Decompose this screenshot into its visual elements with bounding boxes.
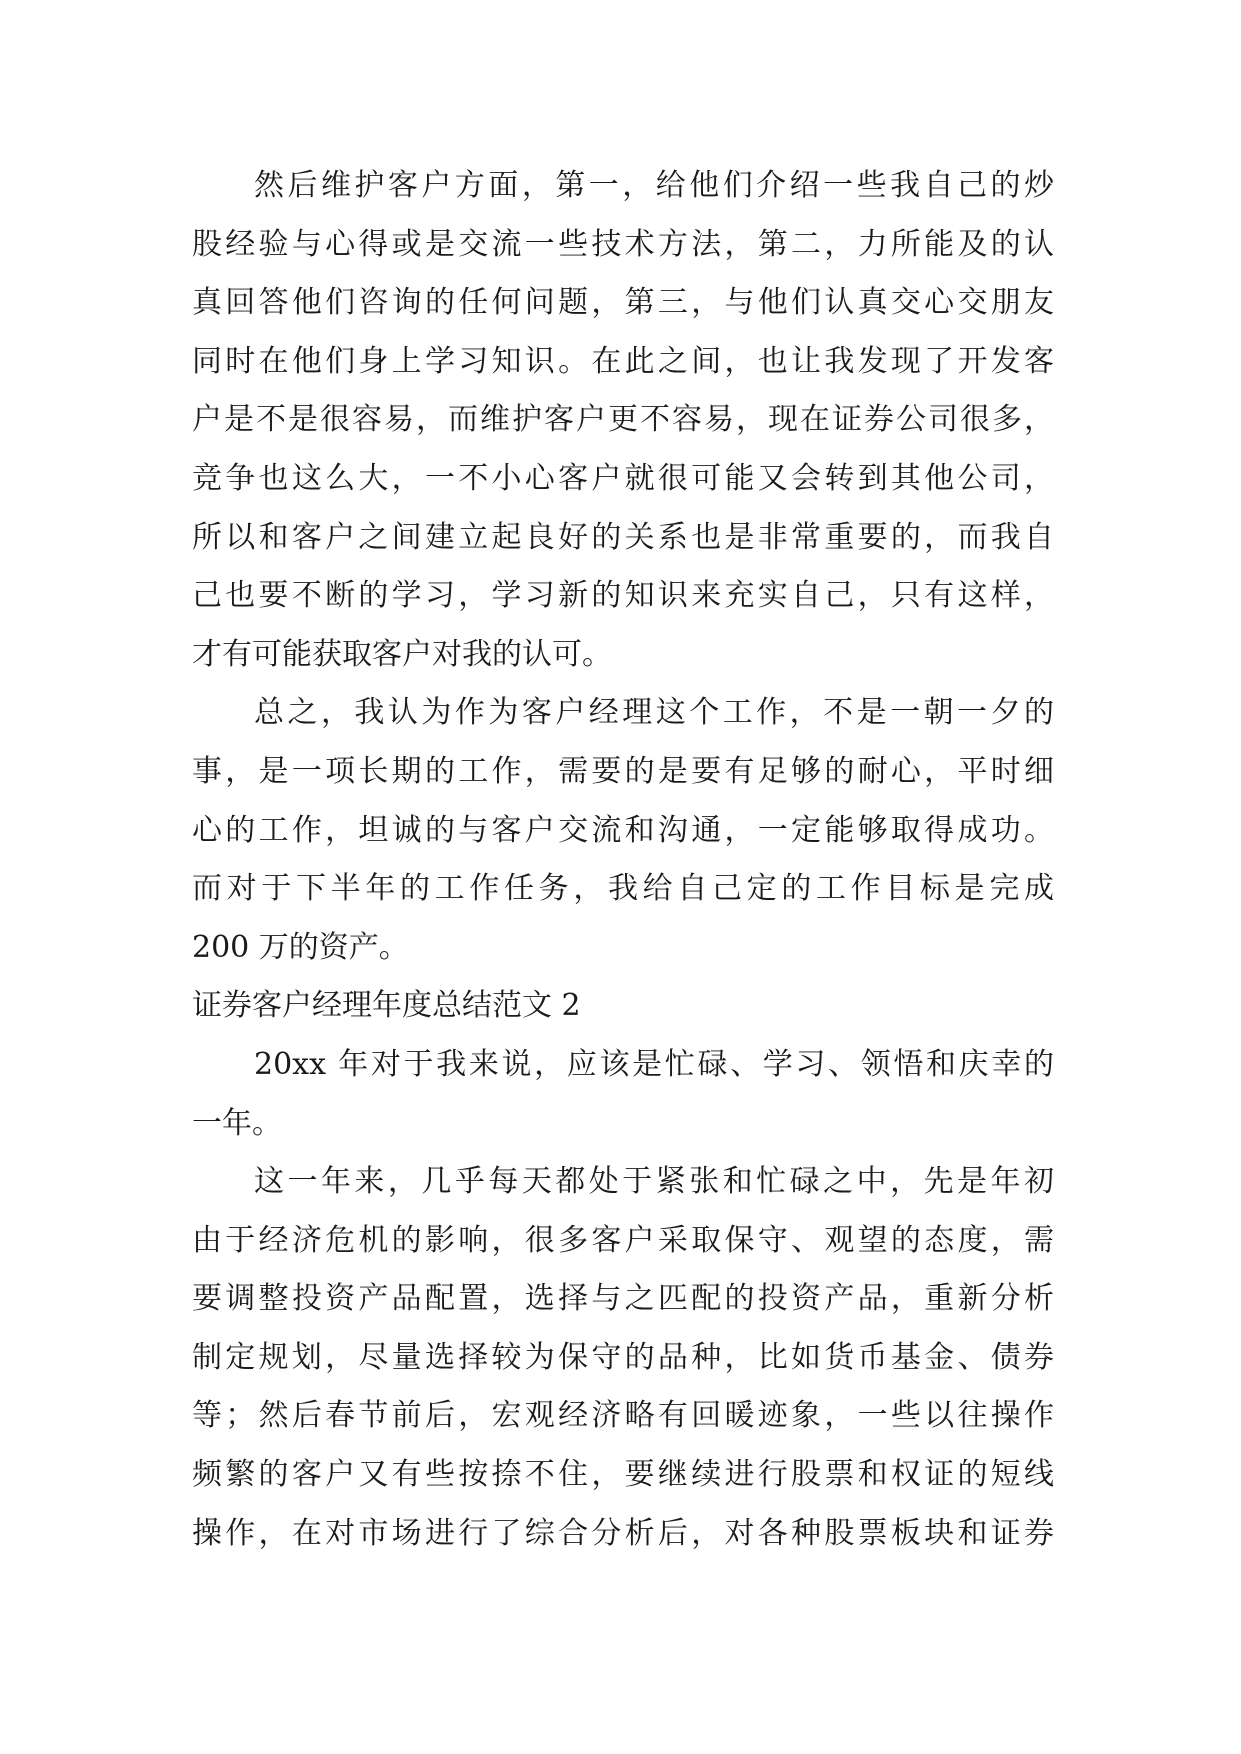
paragraph — [192, 1036, 1054, 1153]
text-line: 总之，我认为作为客户经理这个工作，不是一朝一夕的 — [254, 695, 1054, 731]
text-line: 竞争也这么大，一不小心客户就很可能又会转到其他公司， — [192, 460, 1054, 496]
text-line: 心的工作，坦诚的与客户交流和沟通，一定能够取得成功。 — [192, 812, 1054, 848]
section-heading — [192, 977, 1054, 1036]
text-line: 己也要不断的学习，学习新的知识来充实自己，只有这样， — [192, 578, 1054, 614]
text-line: 20xx 年对于我来说，应该是忙碌、学习、领悟和庆幸的 — [254, 1046, 1054, 1082]
text-line: 一年。 — [192, 1105, 282, 1141]
paragraph — [192, 157, 1054, 684]
text-line: 等；然后春节前后，宏观经济略有回暖迹象，一些以往操作 — [192, 1398, 1054, 1434]
text-line: 户是不是很容易，而维护客户更不容易，现在证券公司很多， — [192, 402, 1054, 438]
text-line: 要调整投资产品配置，选择与之匹配的投资产品，重新分析 — [192, 1281, 1054, 1317]
text-line: 真回答他们咨询的任何问题，第三，与他们认真交心交朋友 — [192, 285, 1054, 321]
paragraph — [192, 1153, 1054, 1563]
text-line: 然后维护客户方面，第一，给他们介绍一些我自己的炒 — [254, 168, 1054, 203]
document-body — [192, 157, 1054, 1563]
text-line: 制定规划，尽量选择较为保守的品种，比如货币基金、债券 — [192, 1339, 1054, 1375]
text-line: 股经验与心得或是交流一些技术方法，第二，力所能及的认 — [192, 226, 1054, 262]
text-line: 而对于下半年的工作任务，我给自己定的工作目标是完成 — [192, 871, 1054, 907]
text-line: 所以和客户之间建立起良好的关系也是非常重要的，而我自 — [192, 519, 1054, 555]
text-line: 事，是一项长期的工作，需要的是要有足够的耐心，平时细 — [192, 753, 1054, 789]
text-line: 频繁的客户又有些按捺不住，要继续进行股票和权证的短线 — [192, 1457, 1054, 1493]
text-line: 由于经济危机的影响，很多客户采取保守、观望的态度，需 — [192, 1222, 1054, 1258]
text-line: 操作，在对市场进行了综合分析后，对各种股票板块和证券 — [192, 1515, 1054, 1551]
heading-text: 证券客户经理年度总结范文 2 — [192, 988, 581, 1024]
text-line: 才有可能获取客户对我的认可。 — [192, 636, 612, 672]
paragraph — [192, 684, 1054, 977]
text-line: 200 万的资产。 — [192, 929, 409, 965]
text-line: 这一年来，几乎每天都处于紧张和忙碌之中，先是年初 — [254, 1164, 1054, 1200]
text-line: 同时在他们身上学习知识。在此之间，也让我发现了开发客 — [192, 343, 1054, 379]
